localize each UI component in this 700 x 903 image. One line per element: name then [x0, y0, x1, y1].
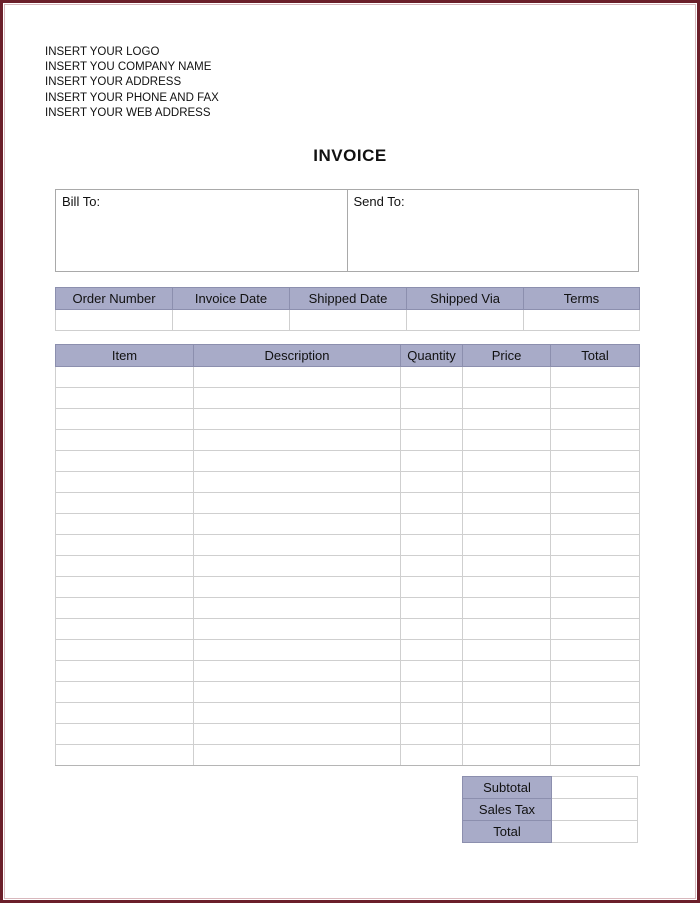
price-cell[interactable]: [463, 472, 551, 493]
item-cell[interactable]: [56, 367, 194, 388]
quantity-cell[interactable]: [401, 535, 463, 556]
address-box: [55, 189, 639, 272]
shipped-date-header: Shipped Date: [290, 288, 407, 310]
description-cell[interactable]: [194, 388, 401, 409]
description-cell[interactable]: [194, 745, 401, 766]
price-cell[interactable]: [463, 661, 551, 682]
item-cell[interactable]: [56, 472, 194, 493]
description-cell[interactable]: [194, 703, 401, 724]
total-cell[interactable]: [551, 619, 640, 640]
quantity-cell[interactable]: [401, 682, 463, 703]
item-cell[interactable]: [56, 430, 194, 451]
total-cell[interactable]: [551, 682, 640, 703]
total-cell[interactable]: [551, 514, 640, 535]
item-header: Item: [56, 345, 194, 367]
order-details-table: [55, 287, 640, 331]
description-cell[interactable]: [194, 451, 401, 472]
shipped-via-header: Shipped Via: [407, 288, 524, 310]
shipped-via-cell[interactable]: [407, 310, 524, 331]
description-header: Description: [194, 345, 401, 367]
table-row: [56, 514, 640, 535]
table-row: [56, 430, 640, 451]
total-cell[interactable]: [551, 640, 640, 661]
description-cell[interactable]: [194, 661, 401, 682]
order-header-row: [56, 288, 640, 310]
total-cell[interactable]: [551, 577, 640, 598]
item-cell[interactable]: [56, 724, 194, 745]
price-cell[interactable]: [463, 388, 551, 409]
subtotal-label: Subtotal: [463, 777, 552, 799]
description-cell[interactable]: [194, 556, 401, 577]
item-cell[interactable]: [56, 682, 194, 703]
description-cell[interactable]: [194, 367, 401, 388]
terms-cell[interactable]: [524, 310, 640, 331]
price-cell[interactable]: [463, 745, 551, 766]
total-cell[interactable]: [551, 598, 640, 619]
price-cell[interactable]: [463, 682, 551, 703]
description-cell[interactable]: [194, 409, 401, 430]
description-cell[interactable]: [194, 724, 401, 745]
item-cell[interactable]: [56, 745, 194, 766]
description-cell[interactable]: [194, 430, 401, 451]
item-cell[interactable]: [56, 619, 194, 640]
quantity-cell[interactable]: [401, 409, 463, 430]
items-body: [56, 367, 640, 766]
send-to-label: Send To:: [353, 194, 405, 209]
item-cell[interactable]: [56, 409, 194, 430]
table-row: [56, 661, 640, 682]
quantity-cell[interactable]: [401, 598, 463, 619]
description-cell[interactable]: [194, 514, 401, 535]
line-items-table: [55, 344, 640, 766]
description-cell[interactable]: [194, 619, 401, 640]
price-cell[interactable]: [463, 724, 551, 745]
company-name: INSERT YOU COMPANY NAME: [45, 61, 212, 74]
quantity-cell[interactable]: [401, 367, 463, 388]
quantity-cell[interactable]: [401, 430, 463, 451]
quantity-cell[interactable]: [401, 703, 463, 724]
table-row: [56, 451, 640, 472]
company-web-address: INSERT YOUR WEB ADDRESS: [45, 106, 211, 119]
order-number-cell[interactable]: [56, 310, 173, 331]
table-row: [56, 598, 640, 619]
description-cell[interactable]: [194, 682, 401, 703]
table-row: [56, 640, 640, 661]
total-cell[interactable]: [551, 472, 640, 493]
price-cell[interactable]: [463, 430, 551, 451]
grand-total-label: Total: [463, 821, 552, 843]
order-number-header: Order Number: [56, 288, 173, 310]
item-cell[interactable]: [56, 703, 194, 724]
total-cell[interactable]: [551, 535, 640, 556]
total-cell[interactable]: [551, 409, 640, 430]
quantity-cell[interactable]: [401, 493, 463, 514]
total-header: Total: [551, 345, 640, 367]
sales-tax-row: [463, 799, 638, 821]
quantity-cell[interactable]: [401, 388, 463, 409]
price-cell[interactable]: [463, 367, 551, 388]
quantity-cell[interactable]: [401, 577, 463, 598]
table-row: [56, 619, 640, 640]
order-value-row: [56, 310, 640, 331]
company-info: [45, 45, 219, 121]
company-phone-fax: INSERT YOUR PHONE AND FAX: [45, 91, 219, 104]
item-cell[interactable]: [56, 493, 194, 514]
price-header: Price: [463, 345, 551, 367]
price-cell[interactable]: [463, 451, 551, 472]
table-row: [56, 388, 640, 409]
total-cell[interactable]: [551, 388, 640, 409]
description-cell[interactable]: [194, 535, 401, 556]
item-cell[interactable]: [56, 535, 194, 556]
price-cell[interactable]: [463, 556, 551, 577]
description-cell[interactable]: [194, 493, 401, 514]
price-cell[interactable]: [463, 703, 551, 724]
table-row: [56, 724, 640, 745]
price-cell[interactable]: [463, 493, 551, 514]
description-cell[interactable]: [194, 577, 401, 598]
total-cell[interactable]: [551, 703, 640, 724]
item-cell[interactable]: [56, 388, 194, 409]
quantity-cell[interactable]: [401, 514, 463, 535]
table-row: [56, 682, 640, 703]
quantity-cell[interactable]: [401, 451, 463, 472]
description-cell[interactable]: [194, 598, 401, 619]
company-logo-placeholder: INSERT YOUR LOGO: [45, 46, 160, 58]
item-cell[interactable]: [56, 598, 194, 619]
item-cell[interactable]: [56, 661, 194, 682]
quantity-cell[interactable]: [401, 619, 463, 640]
table-row: [56, 535, 640, 556]
subtotal-value[interactable]: [552, 777, 638, 799]
invoice-title: INVOICE: [313, 146, 387, 165]
table-row: [56, 745, 640, 766]
total-cell[interactable]: [551, 661, 640, 682]
invoice-date-cell[interactable]: [173, 310, 290, 331]
price-cell[interactable]: [463, 640, 551, 661]
quantity-cell[interactable]: [401, 556, 463, 577]
invoice-date-header: Invoice Date: [173, 288, 290, 310]
item-cell[interactable]: [56, 577, 194, 598]
total-cell[interactable]: [551, 430, 640, 451]
table-row: [56, 367, 640, 388]
table-row: [56, 493, 640, 514]
total-cell[interactable]: [551, 367, 640, 388]
shipped-date-cell[interactable]: [290, 310, 407, 331]
sales-tax-value[interactable]: [552, 799, 638, 821]
table-row: [56, 472, 640, 493]
bill-to-label: Bill To:: [62, 194, 101, 209]
items-header-row: [56, 345, 640, 367]
grand-total-value[interactable]: [552, 821, 638, 843]
total-cell[interactable]: [551, 451, 640, 472]
price-cell[interactable]: [463, 514, 551, 535]
description-cell[interactable]: [194, 472, 401, 493]
send-to-field[interactable]: [347, 190, 639, 271]
total-cell[interactable]: [551, 556, 640, 577]
subtotal-row: [463, 777, 638, 799]
table-row: [56, 577, 640, 598]
price-cell[interactable]: [463, 577, 551, 598]
price-cell[interactable]: [463, 619, 551, 640]
item-cell[interactable]: [56, 556, 194, 577]
total-cell[interactable]: [551, 493, 640, 514]
totals-table: [462, 776, 638, 843]
table-row: [56, 703, 640, 724]
item-cell[interactable]: [56, 640, 194, 661]
quantity-header: Quantity: [401, 345, 463, 367]
grand-total-row: [463, 821, 638, 843]
item-cell[interactable]: [56, 514, 194, 535]
price-cell[interactable]: [463, 409, 551, 430]
item-cell[interactable]: [56, 451, 194, 472]
quantity-cell[interactable]: [401, 724, 463, 745]
price-cell[interactable]: [463, 535, 551, 556]
table-row: [56, 556, 640, 577]
quantity-cell[interactable]: [401, 472, 463, 493]
terms-header: Terms: [524, 288, 640, 310]
total-cell[interactable]: [551, 724, 640, 745]
quantity-cell[interactable]: [401, 640, 463, 661]
description-cell[interactable]: [194, 640, 401, 661]
table-row: [56, 409, 640, 430]
quantity-cell[interactable]: [401, 745, 463, 766]
sales-tax-label: Sales Tax: [463, 799, 552, 821]
price-cell[interactable]: [463, 598, 551, 619]
bill-to-field[interactable]: [56, 190, 347, 271]
total-cell[interactable]: [551, 745, 640, 766]
quantity-cell[interactable]: [401, 661, 463, 682]
company-address: INSERT YOUR ADDRESS: [45, 76, 182, 89]
